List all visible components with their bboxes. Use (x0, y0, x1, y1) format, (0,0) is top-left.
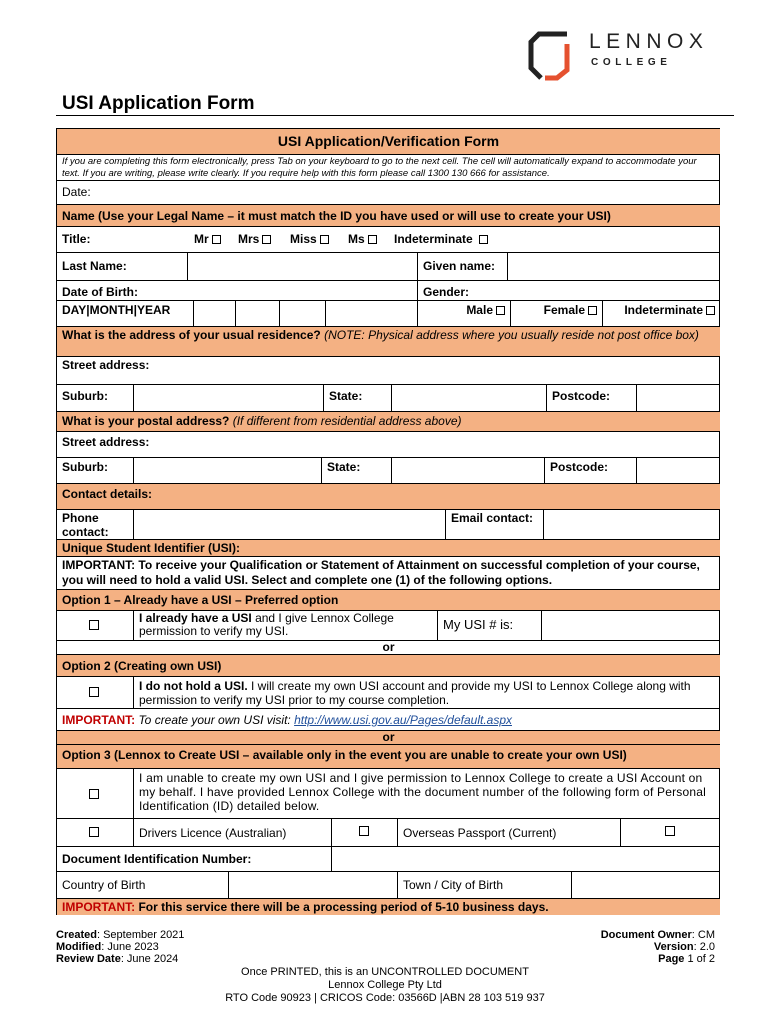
postal-state-label: State: (321, 457, 391, 483)
date-label: Date: (62, 185, 91, 199)
registration-codes: RTO Code 90923 | CRICOS Code: 03566D |ABN 28 103 519 937 (225, 992, 545, 1004)
footer-center (135, 966, 635, 1005)
uncontrolled-notice: Once PRINTED, this is an UNCONTROLLED DOCUMENT (241, 966, 529, 978)
form-title: USI Application/Verification Form (56, 128, 720, 154)
dob-box[interactable] (279, 300, 325, 326)
footer-left (56, 929, 356, 965)
option2-checkbox-cell[interactable] (56, 676, 133, 708)
country-birth-label: Country of Birth (56, 871, 228, 898)
title-mr[interactable]: Mr (194, 232, 221, 246)
checkbox-icon[interactable] (320, 235, 329, 244)
option2-text: I do not hold a USI. I will create my own USI account and provide my USI to Lennox College along with permission to verify my USI prior to my course completion. (133, 676, 720, 708)
postal-postcode-input[interactable] (636, 457, 720, 483)
postal-street[interactable]: Street address: (56, 431, 720, 457)
my-usi-label: My USI # is: (437, 610, 541, 640)
usi-header: Unique Student Identifier (USI): (56, 539, 720, 556)
licence-checkbox-cell[interactable] (56, 818, 133, 846)
other-checkbox-cell[interactable] (620, 818, 720, 846)
date-field[interactable] (56, 180, 720, 204)
usi-important: IMPORTANT: To receive your Qualification or Statement of Attainment on successful completion of your course, you will need to hold a valid USI. Select and complete one (1) of the following options. (56, 556, 720, 589)
processing-notice: IMPORTANT: For this service there will be a processing period of 5-10 business days. (56, 898, 720, 915)
gender-male[interactable]: Male (417, 300, 510, 326)
residence-street[interactable]: Street address: (56, 356, 720, 384)
title-mrs[interactable]: Mrs (238, 232, 271, 246)
logo-mark-icon (527, 30, 577, 82)
option3-checkbox-cell[interactable] (56, 768, 133, 818)
dob-format: DAY|MONTH|YEAR (56, 300, 193, 326)
residence-postcode-label: Postcode: (546, 384, 636, 411)
checkbox-icon[interactable] (368, 235, 377, 244)
title-indeterminate[interactable]: Indeterminate (394, 232, 488, 246)
postal-postcode-label: Postcode: (544, 457, 636, 483)
title-divider (56, 115, 734, 116)
given-name-label: Given name: (417, 252, 507, 280)
title-miss[interactable]: Miss (290, 232, 329, 246)
or-divider: or (56, 640, 720, 654)
email-input[interactable] (543, 509, 720, 539)
option1-header: Option 1 – Already have a USI – Preferred option (56, 589, 720, 610)
title-label: Title: (56, 226, 186, 252)
page-title: USI Application Form (62, 93, 255, 114)
footer-right (415, 929, 715, 965)
option2-header: Option 2 (Creating own USI) (56, 654, 720, 676)
residence-state-input[interactable] (391, 384, 546, 411)
passport-label: Overseas Passport (Current) (397, 818, 620, 846)
option3-header: Option 3 (Lennox to Create USI – available only in the event you are unable to create your own USI) (56, 744, 720, 768)
checkbox-icon[interactable] (479, 235, 488, 244)
form-intro: If you are completing this form electronically, press Tab on your keyboard to go to the next cell. The cell will automatically expand to accommodate your text. If you are writing, please write clearly. If you require help with this form please call 1300 130 666 for assistance. (56, 154, 720, 180)
postal-suburb-input[interactable] (133, 457, 321, 483)
dob-box[interactable] (325, 300, 417, 326)
checkbox-icon[interactable] (89, 789, 99, 799)
created-line: Created: September 2021 (56, 929, 185, 941)
option3-text: I am unable to create my own USI and I give permission to Lennox College to create a USI Account on my behalf. I have provided Lennox College with the document number of the following form of Personal Identification (ID) detailed below. (133, 768, 720, 818)
residence-header: What is the address of your usual residence? (NOTE: Physical address where you usually reside not post office box) (56, 326, 720, 356)
contact-header: Contact details: (56, 483, 720, 509)
checkbox-icon[interactable] (665, 826, 675, 836)
town-birth-label: Town / City of Birth (397, 871, 571, 898)
postal-state-input[interactable] (391, 457, 544, 483)
checkbox-icon[interactable] (706, 306, 715, 315)
residence-state-label: State: (323, 384, 391, 411)
dob-box[interactable] (193, 300, 235, 326)
postal-suburb-label: Suburb: (56, 457, 133, 483)
residence-suburb-label: Suburb: (56, 384, 133, 411)
country-birth-input[interactable] (228, 871, 397, 898)
title-options (186, 226, 720, 252)
option1-text: I already have a USI and I give Lennox College permission to verify my USI. (133, 610, 437, 640)
last-name-label: Last Name: (56, 252, 187, 280)
doc-id-input[interactable] (331, 846, 720, 871)
dob-label: Date of Birth: (56, 280, 417, 300)
dob-box[interactable] (235, 300, 279, 326)
company-name: Lennox College Pty Ltd (328, 979, 442, 991)
email-label: Email contact: (445, 509, 543, 539)
town-birth-input[interactable] (571, 871, 720, 898)
doc-id-label: Document Identification Number: (56, 846, 331, 871)
lennox-logo (527, 30, 727, 82)
residence-postcode-input[interactable] (636, 384, 720, 411)
usi-website-link[interactable]: http://www.usi.gov.au/Pages/default.aspx (294, 713, 512, 727)
checkbox-icon[interactable] (89, 827, 99, 837)
checkbox-icon[interactable] (89, 687, 99, 697)
modified-line: Modified: June 2023 (56, 941, 159, 953)
postal-header: What is your postal address? (If different from residential address above) (56, 411, 720, 431)
last-name-input[interactable] (187, 252, 417, 280)
gender-female[interactable]: Female (510, 300, 602, 326)
option1-checkbox-cell[interactable] (56, 610, 133, 640)
version-line: Version: 2.0 (653, 941, 715, 953)
gender-indeterminate[interactable]: Indeterminate (602, 300, 720, 326)
or-divider: or (56, 730, 720, 744)
logo-sub: COLLEGE (591, 57, 672, 68)
licence-label: Drivers Licence (Australian) (133, 818, 331, 846)
passport-checkbox-cell[interactable] (331, 818, 397, 846)
page-line: Page 1 of 2 (658, 953, 715, 965)
usi-form (56, 128, 720, 914)
checkbox-icon[interactable] (262, 235, 271, 244)
residence-suburb-input[interactable] (133, 384, 323, 411)
title-ms[interactable]: Ms (348, 232, 377, 246)
phone-label: Phone contact: (56, 509, 133, 539)
logo-name: LENNOX (589, 30, 709, 53)
gender-label: Gender: (417, 280, 720, 300)
checkbox-icon[interactable] (496, 306, 505, 315)
phone-input[interactable] (133, 509, 445, 539)
checkbox-icon[interactable] (212, 235, 221, 244)
review-line: Review Date: June 2024 (56, 953, 179, 965)
checkbox-icon[interactable] (89, 620, 99, 630)
usi-link-row: IMPORTANT: To create your own USI visit: http://www.usi.gov.au/Pages/default.aspx (56, 708, 720, 730)
given-name-input[interactable] (507, 252, 720, 280)
checkbox-icon[interactable] (588, 306, 597, 315)
checkbox-icon[interactable] (359, 826, 369, 836)
owner-line: Document Owner: CM (600, 929, 715, 941)
name-header: Name (Use your Legal Name – it must match the ID you have used or will use to create your USI) (56, 204, 720, 226)
my-usi-input[interactable] (541, 610, 720, 640)
